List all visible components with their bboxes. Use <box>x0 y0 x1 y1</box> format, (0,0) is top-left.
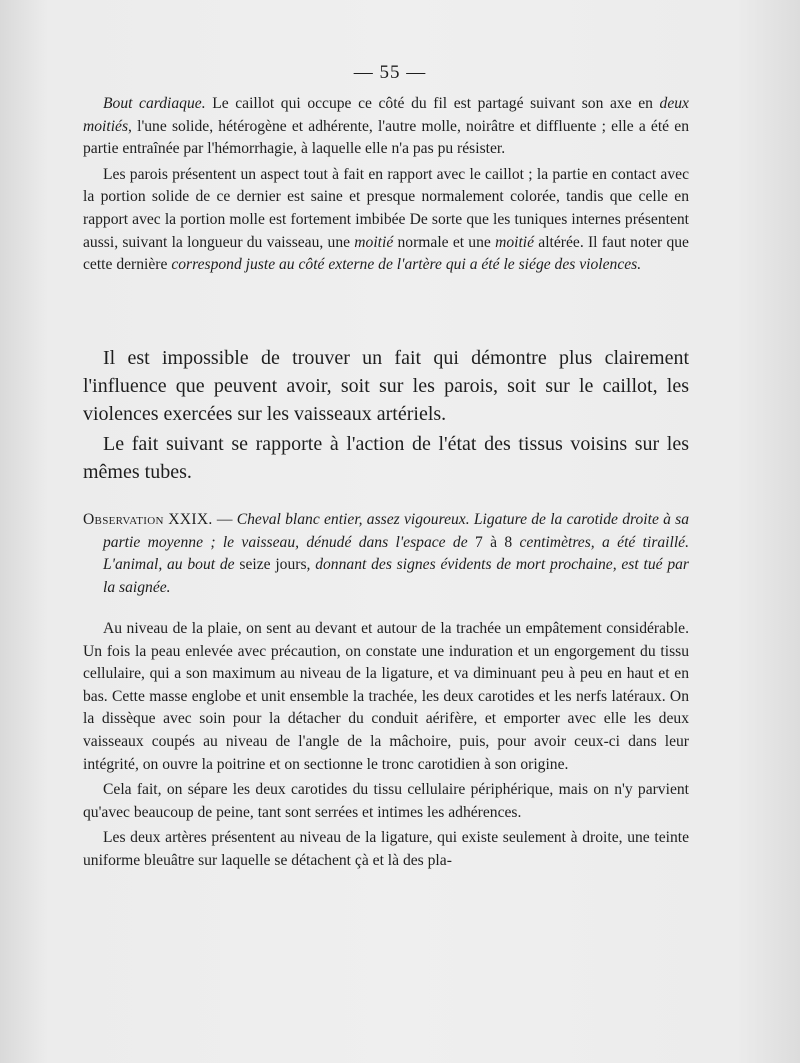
paragraph-group-dissection <box>83 618 689 873</box>
paragraph-separation: Cela fait, on sépare les deux carotides du tissu cellulaire périphérique, mais on n'y parvient qu'avec beaucoup de peine, tant sont serrées et intimes les adhérences. <box>83 781 689 821</box>
text-run: , donnant des signes évidents de mort prochaine, est tué par la saignée. <box>103 556 689 596</box>
text-run: , l'une solide, hétérogène et adhérente, l'autre molle, noirâtre et diffluente ; elle a été en partie entraînée par l'hémorrhagie, à laquelle elle n'a pas pu résister. <box>83 117 689 158</box>
emphasis-text: correspond juste au côté externe de l'artère qui a été le siége des violences. <box>171 256 642 274</box>
paragraph-group-cardiac-end <box>83 93 689 277</box>
observation-title: Observation XXIX. <box>83 511 213 528</box>
section-lead: Bout cardiaque. <box>103 95 206 112</box>
text-run: Cheval blanc entier, assez vigoureux. Ligature de la carotide droite à sa partie moyenne ; le vaisseau, dénudé dans l'espace de <box>103 511 690 551</box>
text-run: centimètres, a été tiraillé. L'animal, au bout de <box>103 533 690 574</box>
text-run: altérée. Il faut noter que cette dernière <box>83 233 689 274</box>
paragraph-cardiac-clot <box>83 93 689 161</box>
text-run: seize jours <box>239 556 307 574</box>
paragraph-walls <box>83 164 689 277</box>
paragraph-commentary: Il est impossible de trouver un fait qui démontre plus clairement l'influence que peuvent avoir, soit sur les parois, soit sur le caillot, les violences exercées sur les vaisseaux artériels. <box>83 347 689 425</box>
observation-header <box>83 509 689 599</box>
text-run: Les parois présentent un aspect tout à fait en rapport avec le caillot ; la partie en contact avec la portion solide de ce dernier est saine et presque normalement colorée, tandis que celle en rapport avec la portion molle est fortement imbibée De sorte que les tuniques internes présentent aussi, suivant la longueur du vaisseau, une <box>83 165 689 251</box>
paragraph-arteries: Les deux artères présentent au niveau de la ligature, qui existe seulement à droite, une teinte uniforme bleuâtre sur laquelle se détachent çà et là des pla- <box>83 829 689 869</box>
paragraph-transition: Le fait suivant se rapporte à l'action de l'état des tissus voisins sur les mêmes tubes. <box>83 433 689 483</box>
paragraph-group-commentary <box>83 344 689 486</box>
text-run: normale et une <box>393 233 496 251</box>
text-run: Le caillot qui occupe ce côté du fil est partagé suivant son axe en <box>205 95 660 112</box>
emphasis-text: moitié <box>495 233 535 251</box>
paragraph-dissection: Au niveau de la plaie, on sent au devant et autour de la trachée un empâtement considérable. Un fois la peau enlevée avec précaution, on constate une induration et un engorgement du tissu cellulaire, qui a son maximum au niveau de la ligature, et va diminuant peu à peu en haut et en bas. Cette masse englobe et unit ensemble la trachée, les deux carotides et les nerfs latéraux. On la dissèque avec soin pour la détacher du conduit aérifère, et emporter avec elle les deux vaisseaux coupés au niveau de l'angle de la mâchoire, puis, pour avoir ceux-ci dans leur intégrité, on ouvre la poitrine et on sectionne le tronc carotidien à son origine. <box>83 620 689 773</box>
page-number: — 55 — <box>353 62 427 83</box>
text-run: 7 à 8 <box>474 533 513 551</box>
emphasis-text: moitié <box>354 233 394 251</box>
observation-block <box>83 509 689 599</box>
emphasis-text: deux moitiés <box>83 95 689 135</box>
text-run: — <box>212 511 237 528</box>
